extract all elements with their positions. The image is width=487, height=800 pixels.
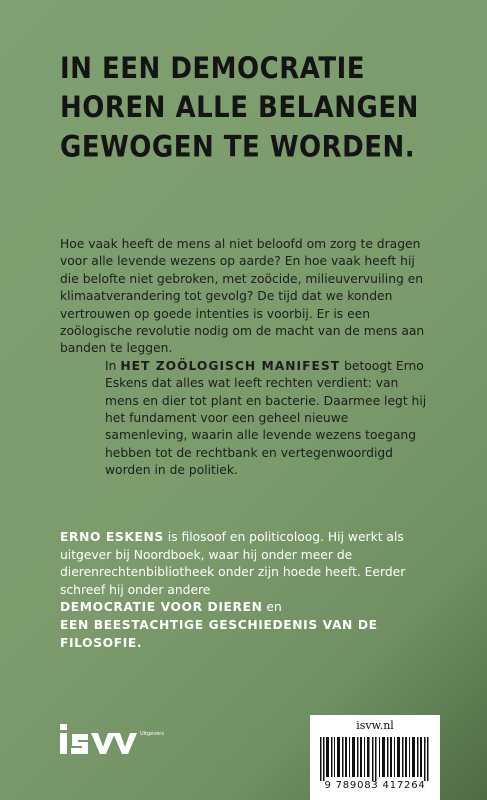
intro-paragraph: Hoe vaak heeft de mens al niet beloofd om zorg te dragen voor alle levende wezens op aarde? En hoe vaak heeft hij die belofte niet gebroken, met zoöcide, milieuvervuiling en klimaatverandering tot gevolg? De tijd dat we konden vertrouwen op goede intenties is voorbij. Er is een zoölogische revolutie nodig om de macht van de mens aan banden te leggen.	[60, 237, 425, 356]
barcode-icon	[318, 737, 432, 781]
publisher-logo	[58, 720, 164, 760]
bio-text: is filosoof en politicoloog. Hij werkt als uitgever bij Noordboek, waar hij onder meer de dierenrechtenbibliotheek onder zijn hoede heeft. Eerder schreef hij onder andere	[60, 530, 406, 597]
author-name: ERNO ESKENS	[60, 530, 164, 544]
other-book-2: EEN BEESTACHTIGE GESCHIEDENIS VAN DE FILOSOFIE.	[60, 617, 378, 650]
author-bio	[60, 529, 430, 652]
headline-line-2: HOREN ALLE BELANGEN	[60, 91, 419, 126]
isbn-digits: 9 789083 417264	[324, 780, 426, 791]
barcode-panel	[310, 715, 440, 800]
headline-line-1: IN EEN DEMOCRATIE	[60, 52, 366, 86]
other-book-1: DEMOCRATIE VOOR DIEREN	[60, 600, 263, 615]
second-paragraph	[60, 358, 432, 480]
second-paragraph-text: betoogt Erno Eskens dat alles wat leeft rechten verdient: van mens en dier tot plant en bacterie. Daarmee legt hij het fundament voor een geheel nieuwe samenleving, waarin alle levende wezens toegang hebben tot de rechtbank en vertegenwoordigd worden in de politiek.	[105, 358, 427, 478]
book-title: HET ZOÖLOGISCH MANIFEST	[120, 358, 341, 373]
headline	[60, 50, 460, 168]
website-url: isvw.nl	[356, 719, 394, 732]
bio-connector: en	[266, 600, 282, 615]
headline-line-3: GEWOGEN TE WORDEN.	[60, 130, 416, 165]
blurb	[60, 236, 432, 480]
second-paragraph-lead: In	[105, 358, 117, 373]
publisher-logo-small: Uitgevers	[140, 731, 164, 737]
